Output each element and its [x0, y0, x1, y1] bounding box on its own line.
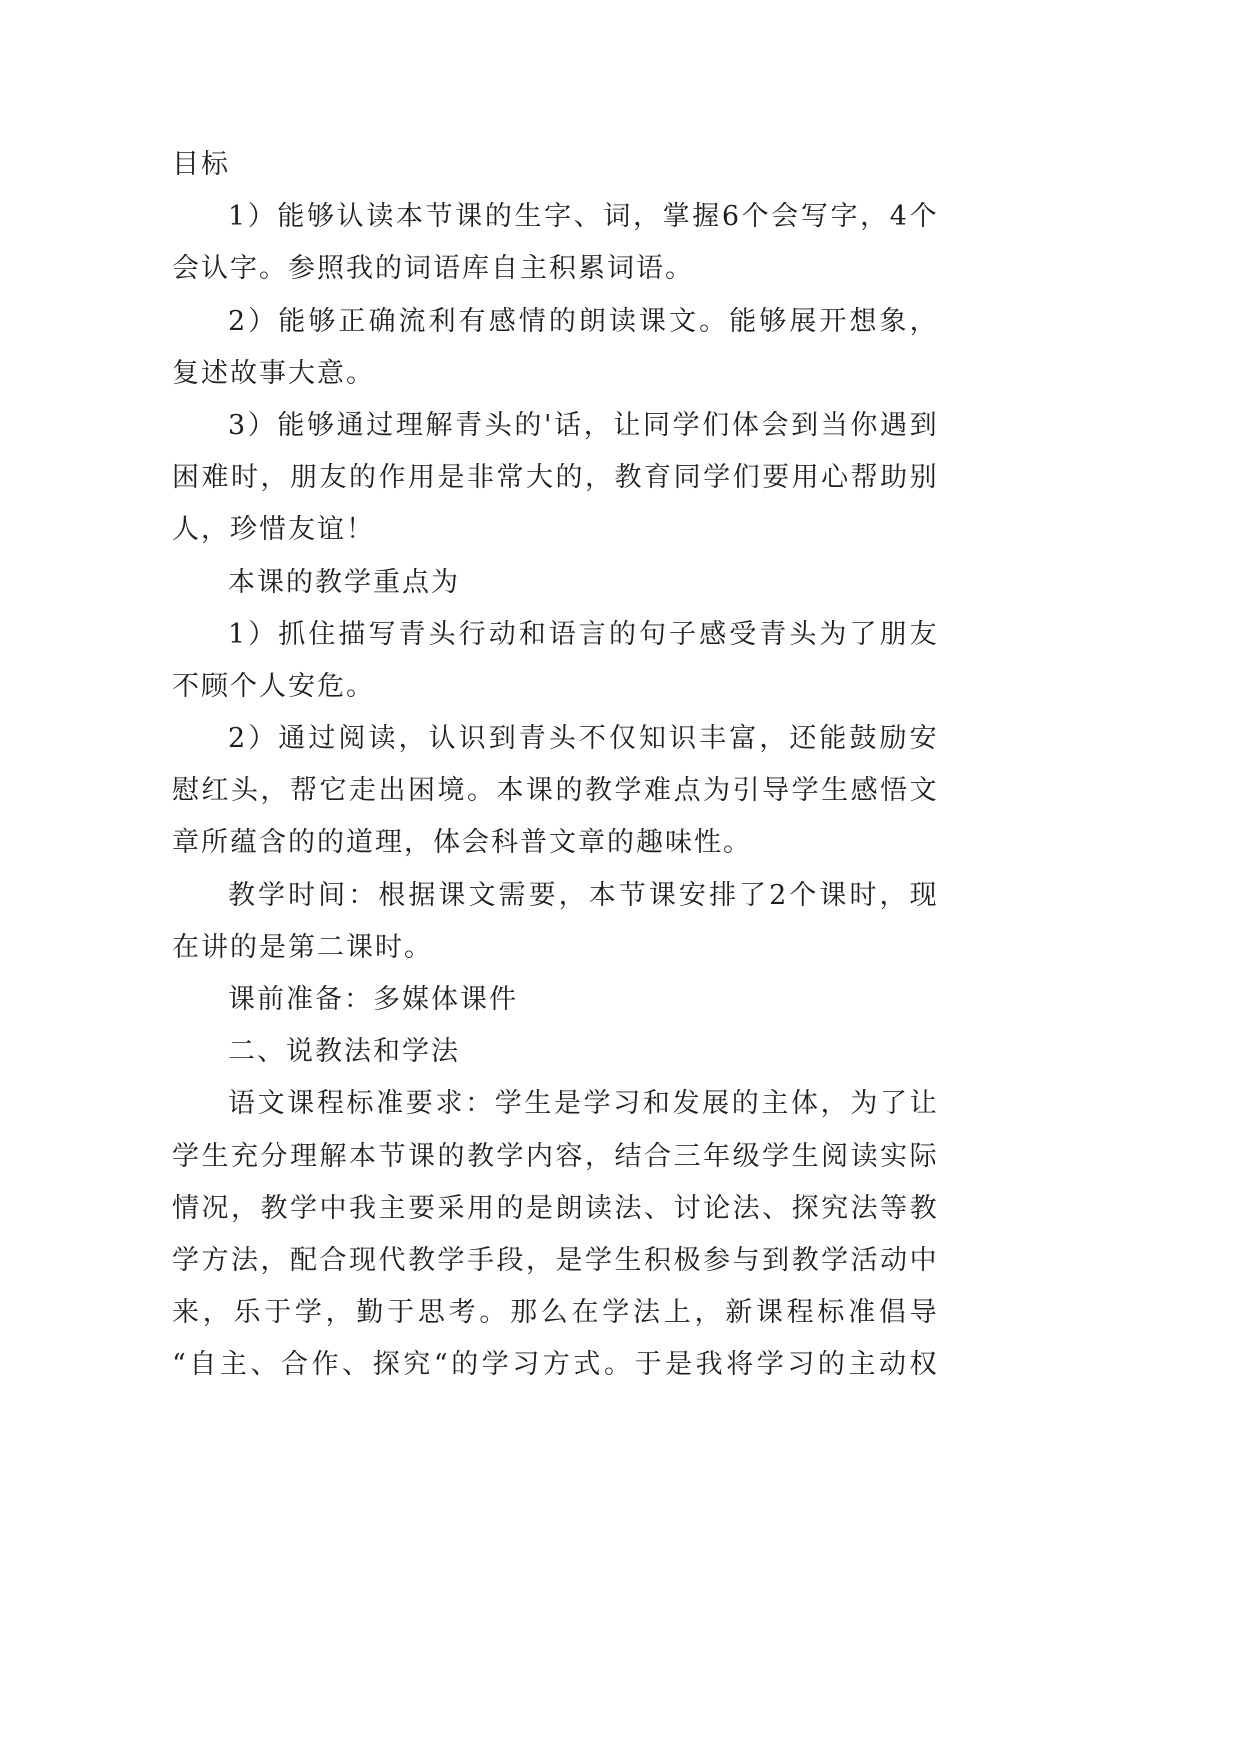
body-text: [172, 139, 938, 1392]
paragraph-line: 复述故事大意。: [172, 357, 375, 389]
paragraph: [172, 1078, 938, 1391]
paragraph-line: 来，乐于学，勤于思考。那么在学法上，新课程标准倡导: [172, 1297, 938, 1329]
paragraph-line: 2）能够正确流利有感情的朗读课文。能够展开想象，: [228, 305, 938, 337]
paragraph: [172, 609, 938, 713]
paragraph-line: 慰红头，帮它走出困境。本课的教学难点为引导学生感悟文: [172, 775, 938, 807]
paragraph-line: 目标: [172, 149, 230, 180]
paragraph-line: 1）能够认读本节课的生字、词，掌握6个会写字，4个: [228, 201, 938, 233]
paragraph-line: 学生充分理解本节课的教学内容，结合三年级学生阅读实际: [172, 1140, 938, 1172]
paragraph-line: 人，珍惜友谊！: [172, 514, 375, 546]
paragraph-line: 2）通过阅读，认识到青头不仅知识丰富，还能鼓励安: [228, 723, 938, 755]
paragraph-line: 课前准备：多媒体课件: [228, 984, 518, 1015]
paragraph: [172, 974, 938, 1026]
paragraph: [172, 557, 938, 609]
paragraph-line: 语文课程标准要求：学生是学习和发展的主体，为了让: [228, 1088, 938, 1120]
paragraph-line: 不顾个人安危。: [172, 670, 375, 702]
paragraph-line: 3）能够通过理解青头的'话，让同学们体会到当你遇到: [228, 409, 938, 441]
paragraph: [172, 191, 938, 295]
paragraph: [172, 296, 938, 400]
paragraph: [172, 713, 938, 870]
paragraph-line: 学方法，配合现代教学手段，是学生积极参与到教学活动中: [172, 1244, 938, 1276]
paragraph-line: 教学时间：根据课文需要，本节课安排了2个课时，现: [228, 879, 938, 911]
paragraph-line: 二、说教法和学法: [228, 1036, 460, 1068]
section-heading: [172, 1026, 938, 1078]
paragraph-line: 情况，教学中我主要采用的是朗读法、讨论法、探究法等教: [172, 1192, 938, 1224]
paragraph: [172, 870, 938, 974]
paragraph-line: “自主、合作、探究“的学习方式。于是我将学习的主动权: [172, 1349, 938, 1381]
paragraph-continued: [172, 139, 938, 191]
paragraph: [172, 400, 938, 557]
paragraph-line: 章所蕴含的的道理，体会科普文章的趣味性。: [172, 827, 752, 859]
paragraph-line: 在讲的是第二课时。: [172, 931, 433, 963]
paragraph-line: 困难时，朋友的作用是非常大的，教育同学们要用心帮助别: [172, 462, 938, 494]
paragraph-line: 会认字。参照我的词语库自主积累词语。: [172, 253, 694, 285]
paragraph-line: 本课的教学重点为: [228, 566, 460, 598]
paragraph-line: 1）抓住描写青头行动和语言的句子感受青头为了朋友: [228, 618, 938, 650]
